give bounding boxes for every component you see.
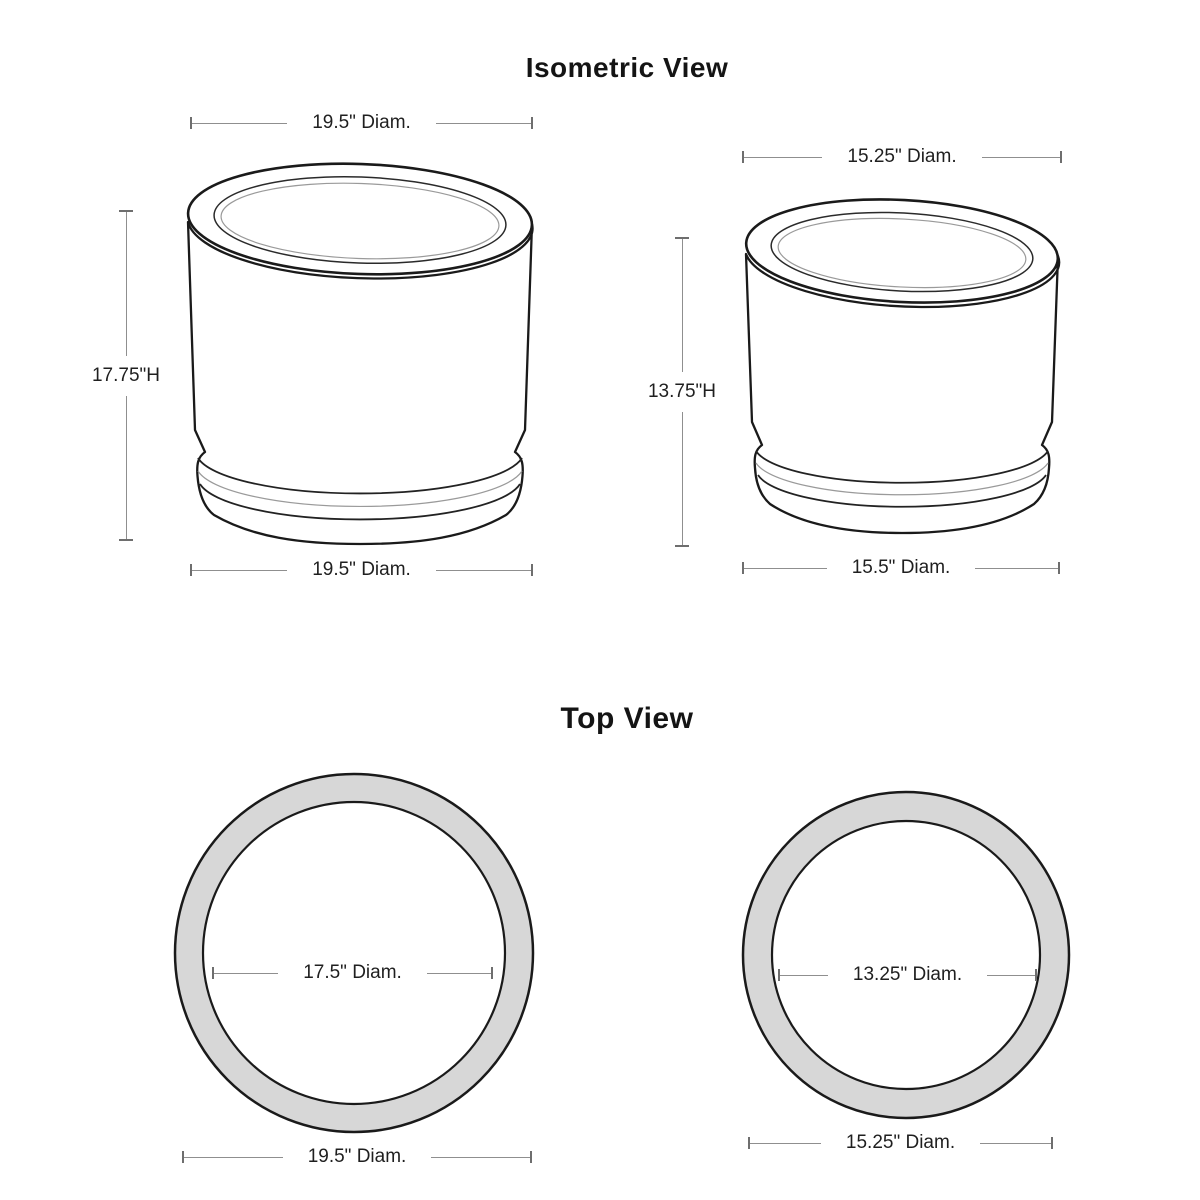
small-planter-top-inner-circle [772, 821, 1040, 1089]
dim-label: 15.25" Diam. [847, 146, 957, 167]
dim-line [980, 1143, 1051, 1144]
small-planter-height-dim [602, 237, 762, 547]
large-planter-isometric [186, 158, 534, 544]
isometric-view-title: Isometric View [525, 52, 729, 83]
dim-line [982, 157, 1060, 158]
dim-label: 17.75"H [91, 364, 160, 386]
small-planter-inner-diameter-dim [778, 963, 1037, 987]
dim-tick [1051, 1137, 1053, 1149]
dim-label: 17.5" Diam. [303, 962, 402, 983]
large-planter-bottom-diameter-dim [190, 558, 533, 582]
dim-tick [1058, 562, 1060, 574]
small-planter-outer-diameter-dim [748, 1131, 1053, 1155]
dim-line [192, 123, 287, 124]
dim-line [744, 157, 822, 158]
dim-line [431, 1157, 530, 1158]
dim-tick [675, 545, 689, 547]
dim-line [780, 975, 828, 976]
dim-line [975, 568, 1058, 569]
dim-line [682, 412, 683, 545]
dim-tick [119, 539, 133, 541]
dim-line [184, 1157, 283, 1158]
dim-line [744, 568, 827, 569]
dim-tick [1060, 151, 1062, 163]
dim-label: 19.5" Diam. [312, 559, 411, 580]
large-planter-top-diameter-dim [190, 111, 533, 135]
dim-line [126, 396, 127, 540]
dim-label: 19.5" Diam. [312, 112, 411, 133]
large-planter-top-view [175, 774, 533, 1132]
dim-line [192, 570, 287, 571]
top-view-title: Top View [560, 702, 694, 735]
dim-line [682, 239, 683, 372]
dim-label: 13.75"H [647, 381, 716, 402]
small-planter-top-diameter-dim [742, 145, 1062, 169]
dim-line [750, 1143, 821, 1144]
dim-tick [491, 967, 493, 979]
dim-label: 15.5" Diam. [851, 557, 951, 578]
dim-line [436, 570, 531, 571]
dim-tick [531, 564, 533, 576]
large-planter-height-dim [46, 210, 206, 541]
dim-line [126, 212, 127, 356]
dim-tick [530, 1151, 532, 1163]
large-planter-top-inner-circle [203, 802, 505, 1104]
dim-line [436, 123, 531, 124]
small-planter-isometric [744, 192, 1061, 533]
dim-line [987, 975, 1035, 976]
large-planter-inner-diameter-dim [212, 961, 493, 985]
dim-label: 13.25" Diam. [852, 964, 963, 985]
dim-label: 19.5" Diam. [307, 1146, 407, 1167]
dim-tick [531, 117, 533, 129]
small-planter-bottom-diameter-dim [742, 556, 1060, 580]
dim-line [427, 973, 491, 974]
dim-label: 15.25" Diam. [845, 1132, 956, 1153]
dim-tick [1035, 969, 1037, 981]
large-planter-outer-diameter-dim [182, 1145, 532, 1169]
small-planter-top-view [743, 792, 1069, 1118]
dim-line [214, 973, 278, 974]
